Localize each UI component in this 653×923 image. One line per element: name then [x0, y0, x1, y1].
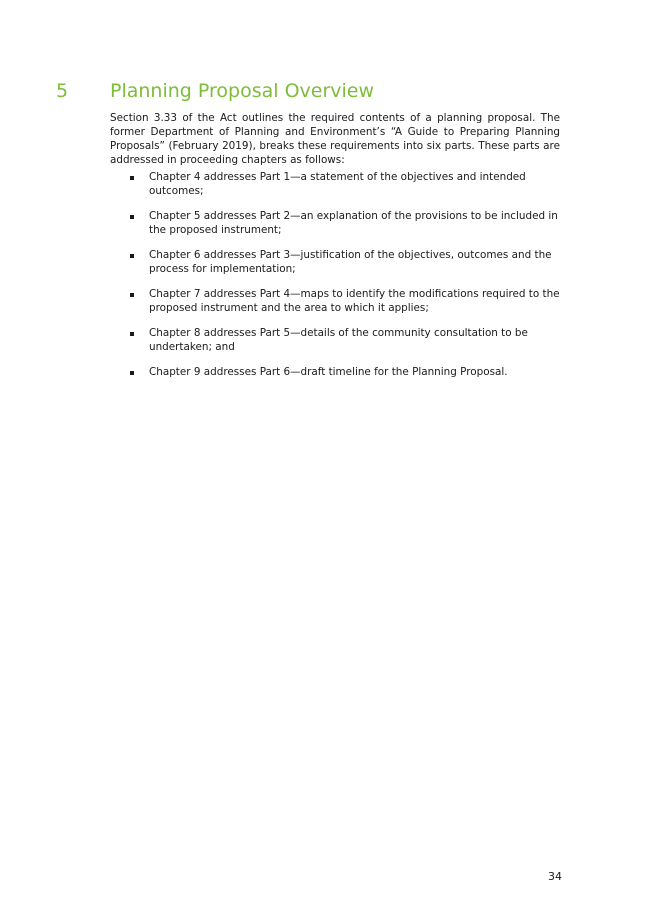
- page-number: 34: [548, 870, 562, 883]
- list-item-text: Chapter 6 addresses Part 3—justification of the objectives, outcomes and the process for implementation;: [149, 249, 552, 275]
- list-item: [110, 210, 562, 237]
- list-item-text: Chapter 8 addresses Part 5—details of the community consultation to be undertaken; and: [149, 327, 528, 353]
- section-title: Planning Proposal Overview: [110, 80, 375, 102]
- list-item-text: Chapter 7 addresses Part 4—maps to identify the modifications required to the proposed instrument and the area to which it applies;: [149, 288, 560, 314]
- list-item: [110, 366, 562, 380]
- list-item: [110, 327, 562, 354]
- list-item-text: Chapter 5 addresses Part 2—an explanation of the provisions to be included in the proposed instrument;: [149, 210, 558, 236]
- bullet-icon: [130, 293, 134, 297]
- list-item: [110, 288, 562, 315]
- bullet-icon: [130, 332, 134, 336]
- bullet-icon: [130, 254, 134, 258]
- intro-paragraph: Section 3.33 of the Act outlines the required contents of a planning proposal. The former Department of Planning and Environment’s “A Guide to Preparing Planning Proposals” (February 2019), breaks these requirements into six parts. These parts are addressed in proceeding chapters as follows:: [110, 112, 560, 166]
- list-item-text: Chapter 4 addresses Part 1—a statement of the objectives and intended outcomes;: [149, 171, 526, 197]
- list-item: [110, 249, 562, 276]
- bullet-icon: [130, 176, 134, 180]
- list-item-text: Chapter 9 addresses Part 6—draft timeline for the Planning Proposal.: [149, 366, 508, 378]
- list-item: [110, 171, 562, 198]
- section-heading: [56, 80, 576, 102]
- bullet-icon: [130, 371, 134, 375]
- section-number: 5: [56, 80, 69, 102]
- chapter-list: [110, 171, 562, 392]
- bullet-icon: [130, 215, 134, 219]
